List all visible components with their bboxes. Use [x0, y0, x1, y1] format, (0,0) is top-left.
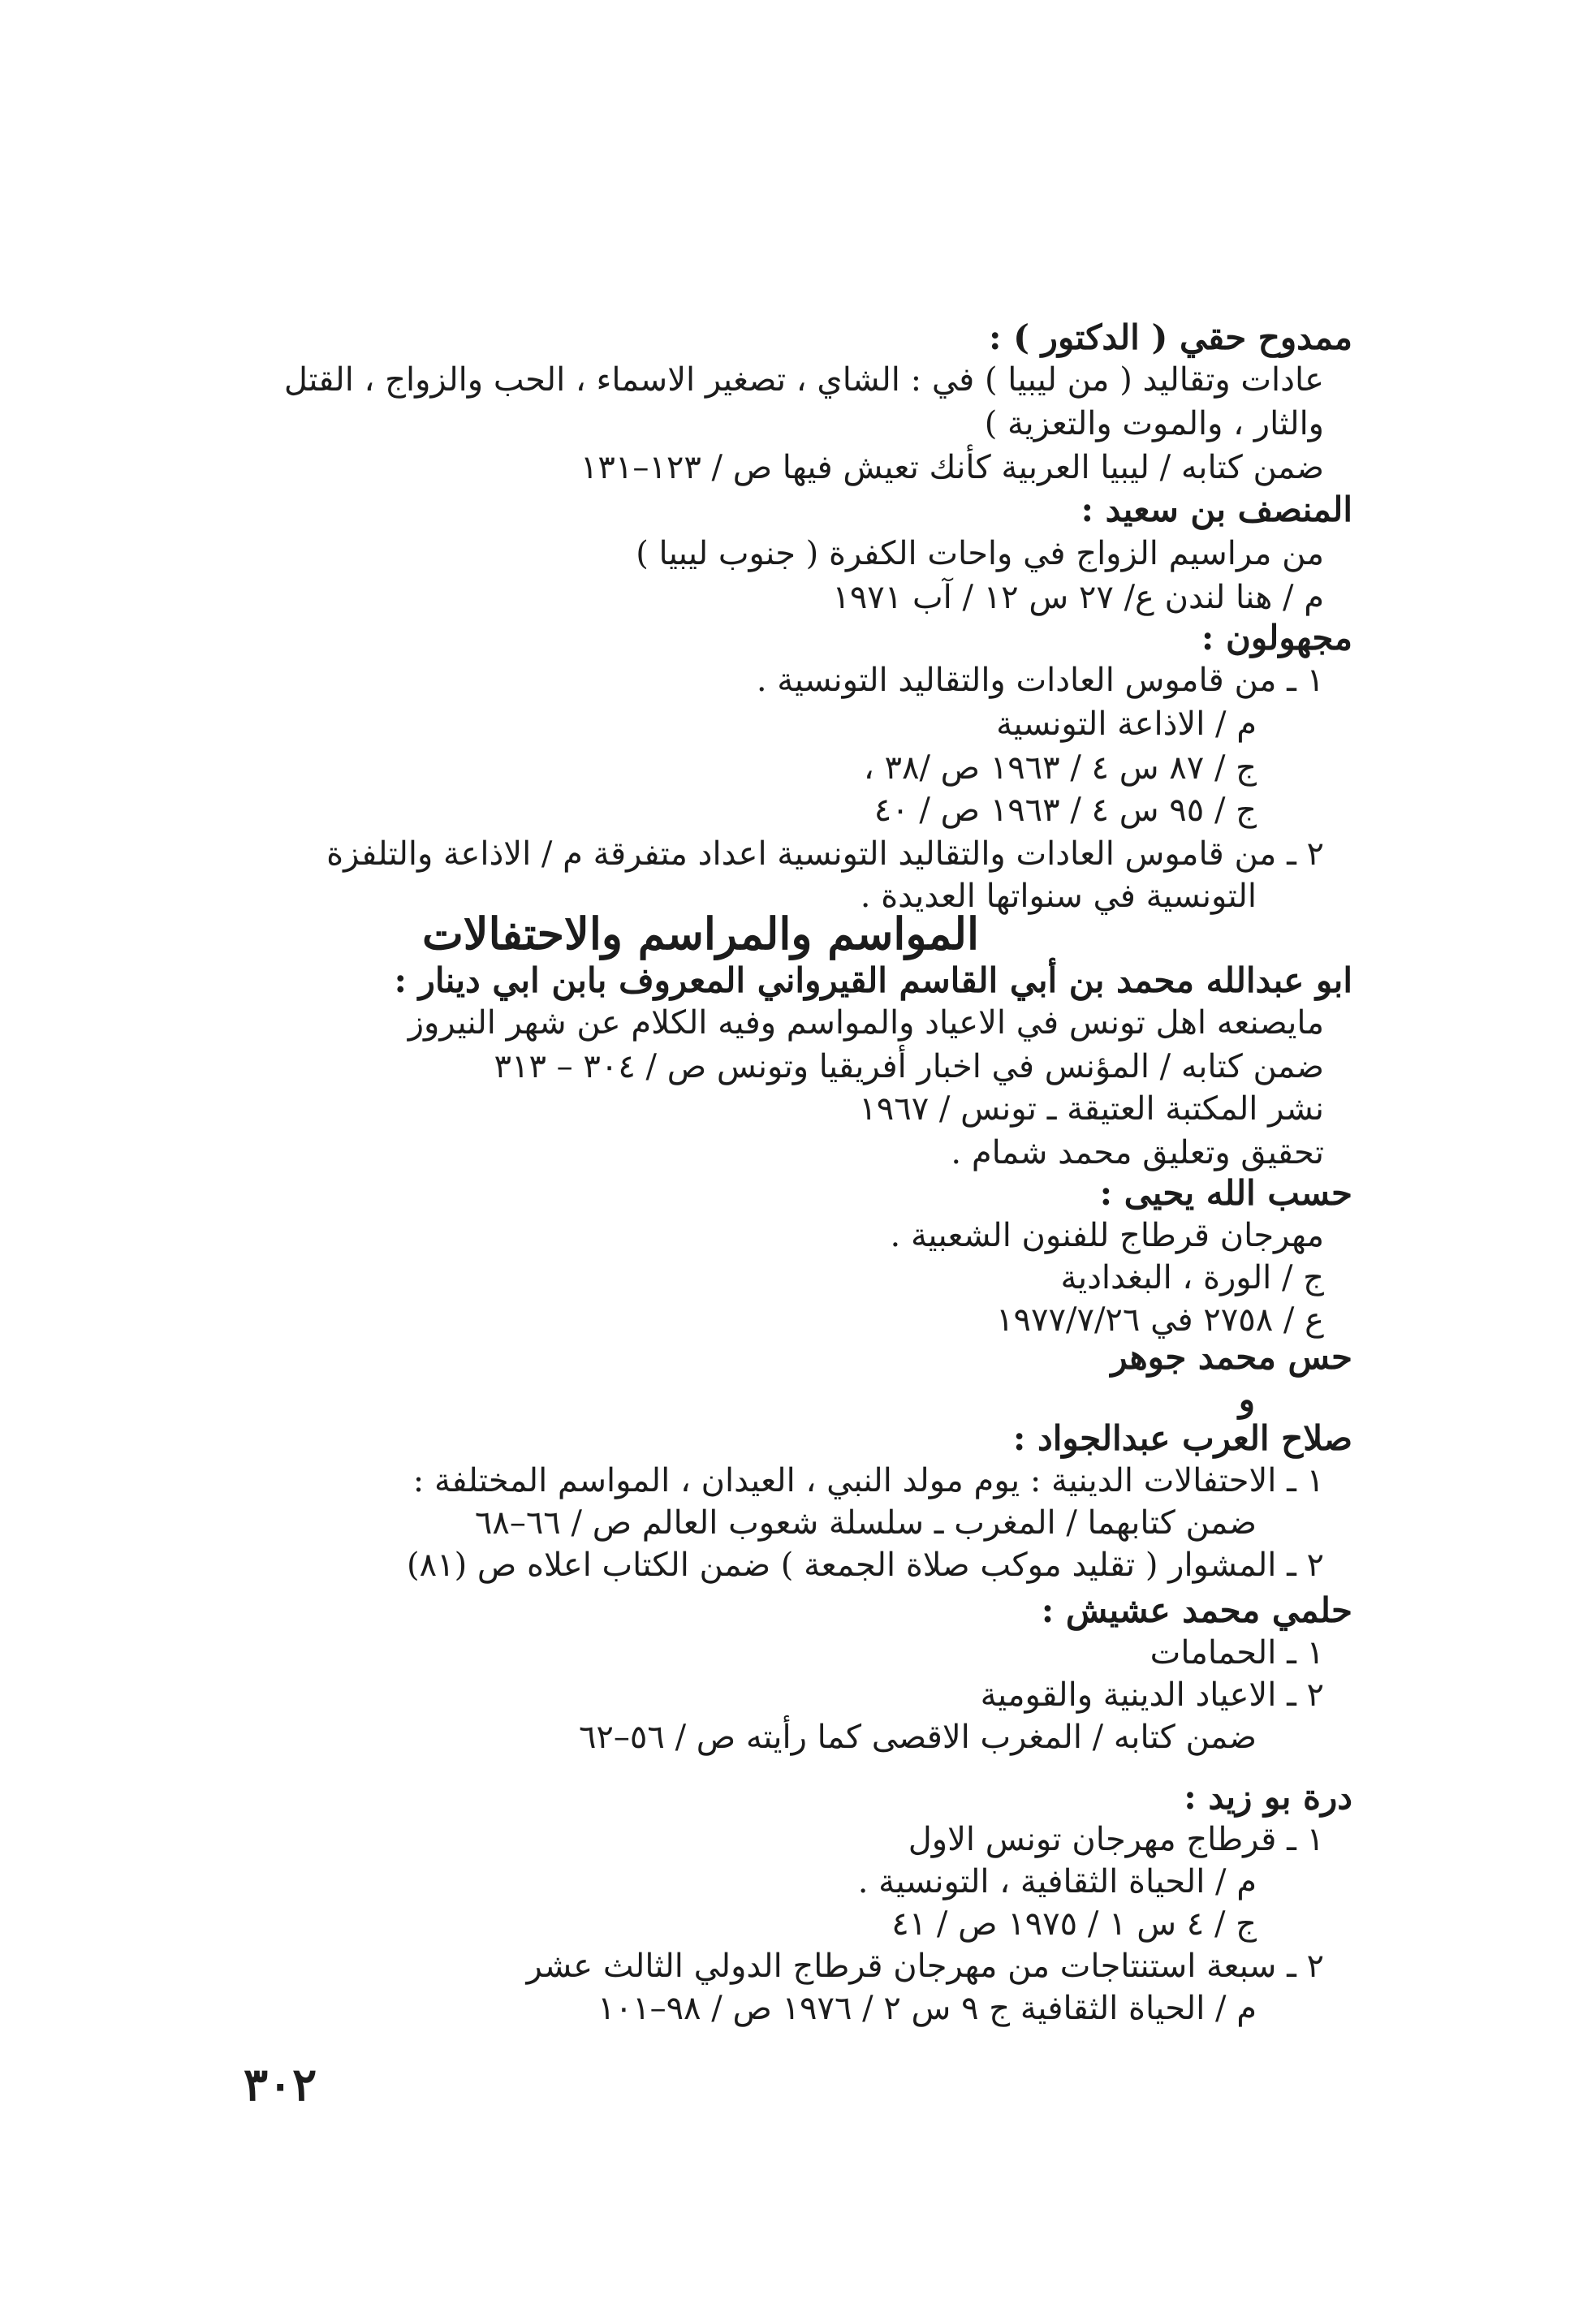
entry-line: ١ ـ الحمامات	[1150, 1634, 1324, 1672]
entry-line: م / الحياة الثقافية ج ٩ س ٢ / ١٩٧٦ ص / ٩٨–١٠١	[597, 1990, 1257, 2027]
entry-heading: حسب الله يحيى :	[1099, 1173, 1352, 1213]
entry-line: ج / الورة ، البغدادية	[1060, 1259, 1324, 1296]
entry-line: ١ ـ قرطاج مهرجان تونس الاول	[908, 1821, 1324, 1858]
entry-line: من مراسيم الزواج في واحات الكفرة ( جنوب ليبيا )	[636, 535, 1324, 572]
entry-line: ضمن كتابهما / المغرب ـ سلسلة شعوب العالم ص / ٦٦–٦٨	[474, 1504, 1257, 1542]
entry-line: ضمن كتابه / ليبيا العربية كأنك تعيش فيها ص / ١٢٣–١٣١	[580, 449, 1324, 486]
section-title: المواسم والمراسم والاحتفالات	[421, 908, 979, 960]
entry-line: م / الحياة الثقافية ، التونسية .	[857, 1863, 1257, 1900]
entry-line: ضمن كتابه / المؤنس في اخبار أفريقيا وتونس ص / ٣٠٤ – ٣١٣	[494, 1048, 1324, 1085]
entry-line: مايصنعه اهل تونس في الاعياد والمواسم وفيه الكلام عن شهر النيروز	[408, 1004, 1324, 1042]
entry-line: التونسية في سنواتها العديدة .	[860, 878, 1257, 915]
entry-heading: صلاح العرب عبدالجواد :	[1012, 1418, 1352, 1458]
entry-heading: حلمي محمد عشيش :	[1041, 1590, 1352, 1630]
entry-heading: مجهولون :	[1201, 618, 1352, 658]
entry-line: ج / ٤ س ١ / ١٩٧٥ ص / ٤١	[891, 1905, 1257, 1943]
entry-line: ج / ٩٥ س ٤ / ١٩٦٣ ص / ٤٠	[873, 792, 1257, 829]
entry-line: ع / ٢٧٥٨ في ١٩٧٧/٧/٢٦	[996, 1301, 1324, 1339]
page-number: ٣٠٢	[244, 2058, 317, 2112]
entry-heading: و	[1238, 1379, 1255, 1419]
entry-line: م / هنا لندن ع/ ٢٧ س ١٢ / آب ١٩٧١	[832, 579, 1324, 616]
entry-heading: ابو عبدالله محمد بن أبي القاسم القيرواني المعروف بابن ابي دينار :	[394, 960, 1352, 1000]
entry-line: نشر المكتبة العتيقة ـ تونس / ١٩٦٧	[859, 1090, 1324, 1128]
entry-line: تحقيق وتعليق محمد شمام .	[951, 1134, 1324, 1171]
entry-heading: حس محمد جوهر	[1111, 1337, 1352, 1377]
entry-line: ضمن كتابه / المغرب الاقصى كما رأيته ص / ٥٦–٦٢	[578, 1719, 1257, 1756]
entry-line: ١ ـ الاحتفالات الدينية : يوم مولد النبي ، العيدان ، المواسم المختلفة :	[412, 1462, 1324, 1499]
entry-heading: ممدوح حقي ( الدكتور ) :	[989, 317, 1352, 357]
entry-heading: المنصف بن سعيد :	[1081, 490, 1352, 529]
entry-line: عادات وتقاليد ( من ليبيا ) في : الشاي ، تصغير الاسماء ، الحب والزواج ، القتل	[283, 361, 1324, 399]
entry-line: ج / ٨٧ س ٤ / ١٩٦٣ ص /٣٨ ،	[863, 749, 1257, 787]
entry-line: ٢ ـ المشوار ( تقليد موكب صلاة الجمعة ) ضمن الكتاب اعلاه ص (٨١)	[407, 1547, 1324, 1584]
entry-line: مهرجان قرطاج للفنون الشعبية .	[890, 1217, 1324, 1254]
entry-line: م / الاذاعة التونسية	[996, 705, 1257, 743]
entry-line: ١ ـ من قاموس العادات والتقاليد التونسية .	[756, 662, 1324, 699]
entry-line: ٢ ـ الاعياد الدينية والقومية	[980, 1676, 1324, 1714]
entry-line: ٢ ـ من قاموس العادات والتقاليد التونسية اعداد متفرقة م / الاذاعة والتلفزة	[326, 835, 1324, 873]
entry-line: والثار ، والموت والتعزية )	[984, 405, 1324, 442]
entry-heading: درة بو زيد :	[1184, 1777, 1352, 1817]
entry-line: ٢ ـ سبعة استنتاجات من مهرجان قرطاج الدولي الثالث عشر	[526, 1948, 1324, 1985]
